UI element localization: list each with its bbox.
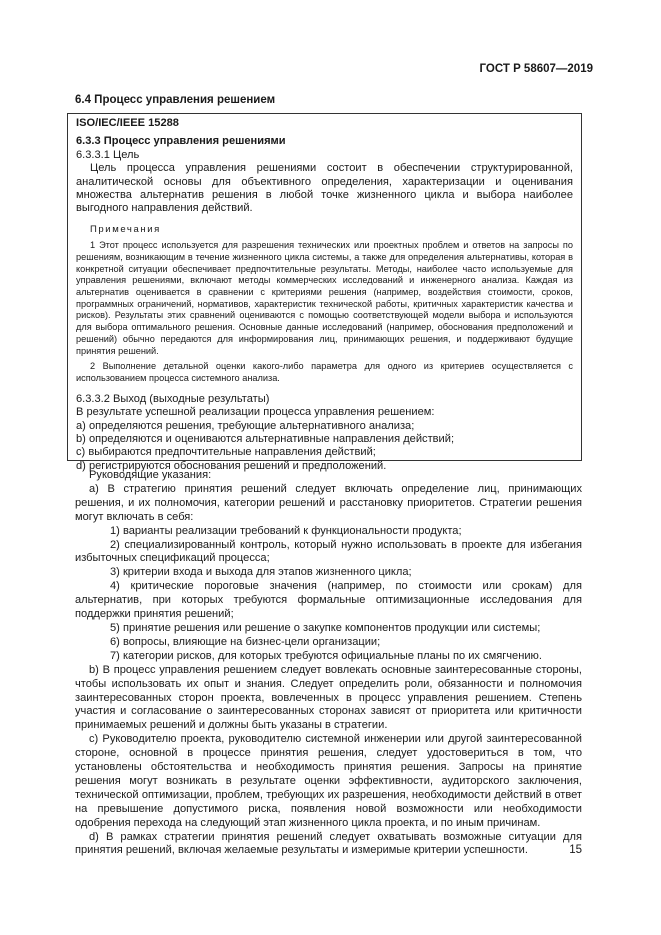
outcome-intro: В результате успешной реализации процесса управления решением: xyxy=(76,406,435,419)
subsection-title: 6.3.3 Процесс управления решениями xyxy=(76,135,286,148)
notes-heading: Примечания xyxy=(90,223,161,235)
document-id: ГОСТ Р 58607—2019 xyxy=(479,63,593,75)
guidance-heading: Руководящие указания: xyxy=(89,469,212,481)
note-1: 1 Этот процесс используется для разрешения технических или проектных проблем и ответов на запросы по решениям, возникающим в течение жизненного цикла системы, а также для определения альтернативы, которая в конкретной ситуации обеспечивает предпочтительные результаты. Методы, наиболее часто используемые для управления решениями, включают методы коммерческих исследований и инженерного анализа. Каждая из альтернатив оценивается в сравнении с критериями решения (например, воздействия стоимости, сроков, программных ограничений, нормативов, характеристик технической работы, критичных характеристик качества и рисков). Результаты этих сравнений оцениваются с помощью соответствующей модели выбора и используются для выбора оптимального решения. Основные данные исследований (например, обоснования предположений и решений) обычно передаются для информирования лиц, принимающих решения, и поддерживают будущие принятия решений. xyxy=(76,240,573,356)
section-title: 6.4 Процесс управления решением xyxy=(75,94,276,106)
strategy-item: 3) критерии входа и выхода для этапов жизненного цикла; xyxy=(110,566,412,579)
page-number: 15 xyxy=(569,844,582,856)
outcome-item: d) регистрируются обоснования решений и предположений. xyxy=(76,459,387,472)
standard-reference: ISO/IEC/IEEE 15288 xyxy=(76,117,179,129)
strategy-item: 2) специализированный контроль, который нужно использовать в проекте для избегания избыточных спецификаций процесса; xyxy=(75,538,582,565)
strategy-item: 5) принятие решения или решение о закупке компонентов продукции или системы; xyxy=(110,621,541,634)
strategy-item: 1) варианты реализации требований к функциональности продукта; xyxy=(110,524,462,537)
guidance-paragraph-a: а) В стратегию принятия решений следует включать определение лиц, принимающих решения, и их полномочия, категории решений и расстановку приоритетов. Стратегии решения могут включать в себя: xyxy=(75,482,582,523)
outcome-item: b) определяются и оцениваются альтернативные направления действий; xyxy=(76,432,455,445)
standard-quote-box xyxy=(67,113,582,472)
outcome-item: c) выбираются предпочтительные направления действий; xyxy=(76,446,376,459)
guidance-paragraph-d: d) В рамках стратегии принятия решений следует охватывать возможные ситуации для принятия решений, включая желаемые результаты и измеримые критерии успешности. xyxy=(75,830,582,857)
note-2: 2 Выполнение детальной оценки какого-либо параметра для одного из критериев осуществляется с использованием процесса системного анализа. xyxy=(76,361,573,383)
outcome-item: a) определяются решения, требующие альтернативного анализа; xyxy=(76,419,415,432)
guidance-section xyxy=(75,469,582,858)
strategy-item: 7) категории рисков, для которых требуются официальные планы по их смягчению. xyxy=(110,649,542,662)
guidance-paragraph-b: b) В процесс управления решением следует вовлекать основные заинтересованные стороны, чтобы использовать их опыт и знания. Следует определить роли, обязанности и полномочия заинтересованных сторон проекта, вовлеченных в процесс управления решением. Степень участия и согласование о заинтересованных сторонах зависят от приоритета или критичности принимаемых решений и должны быть указаны в стратегии. xyxy=(75,663,582,732)
outcome-heading: 6.3.3.2 Выход (выходные результаты) xyxy=(76,392,270,405)
guidance-paragraph-c: c) Руководителю проекта, руководителю системной инженерии или другой заинтересованной стороне, основной в процессе принятия решения, следует удостовериться в том, что установлены обстоятельства и необходимость принятия решения. Запросы на принятие решения могут возникать в результате оценки эффективности, аудиторского заключения, технической оптимизации, проблем, требующих их разрешения, необходимости действий в ответ на превышение допустимого риска, появления новой возможности или необходимости одобрения перехода на следующий этап жизненного цикла проекта, и по иным причинам. xyxy=(75,733,582,829)
strategy-item: 4) критические пороговые значения (например, по стоимости или срокам) для альтернатив, при которых требуются формальные оптимизационные исследования для поддержки принятия решений; xyxy=(75,580,582,621)
purpose-text: Цель процесса управления решениями состоит в обеспечении структурированной, аналитической основы для объективного определения, характеризации и оценивания множества альтернатив решения в любой точке жизненного цикла и выбора наиболее выгодного направления действий. xyxy=(76,162,573,215)
purpose-heading: 6.3.3.1 Цель xyxy=(76,148,140,161)
strategy-item: 6) вопросы, влияющие на бизнес-цели организации; xyxy=(110,635,381,648)
